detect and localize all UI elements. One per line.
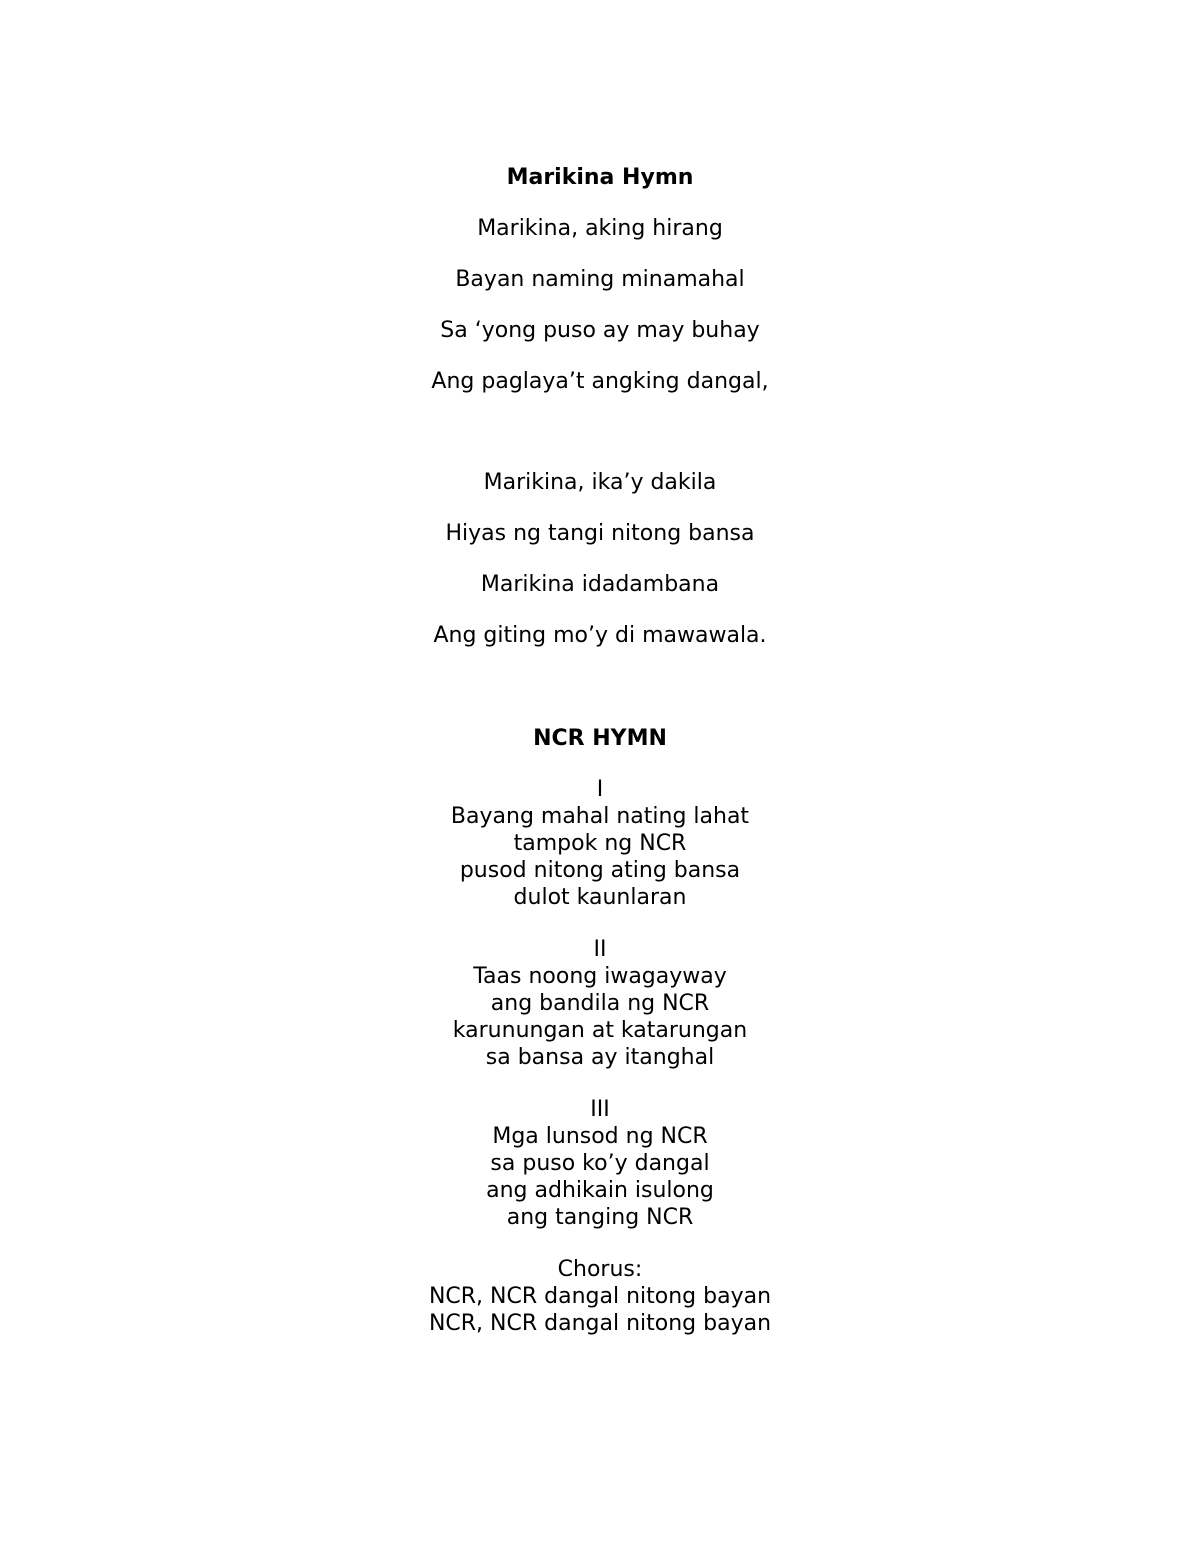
ncr-chorus: [0, 1256, 1200, 1337]
marikina-hymn-title: Marikina Hymn: [506, 165, 694, 190]
verse-numeral: III: [590, 1097, 610, 1122]
verse-line: tampok ng NCR: [513, 831, 687, 856]
verse-line: ang adhikain isulong: [486, 1178, 714, 1203]
marikina-line: Marikina idadambana: [480, 572, 720, 597]
verse-line: karunungan at katarungan: [452, 1018, 748, 1043]
marikina-line: Ang paglaya’t angking dangal,: [431, 369, 769, 394]
marikina-line: Sa ‘yong puso ay may buhay: [440, 318, 760, 343]
marikina-line: Hiyas ng tangi nitong bansa: [445, 521, 755, 546]
verse-line: Bayang mahal nating lahat: [450, 804, 750, 829]
chorus-line: NCR, NCR dangal nitong bayan: [428, 1284, 772, 1309]
verse-line: ang bandila ng NCR: [490, 991, 710, 1016]
ncr-verse-3: [0, 1096, 1200, 1231]
verse-numeral: I: [596, 777, 604, 802]
chorus-line: NCR, NCR dangal nitong bayan: [428, 1311, 772, 1336]
ncr-verse-2: [0, 936, 1200, 1071]
verse-line: Taas noong iwagayway: [473, 964, 727, 989]
ncr-hymn-title: NCR HYMN: [533, 726, 667, 751]
chorus-label: Chorus:: [557, 1257, 643, 1282]
verse-line: dulot kaunlaran: [513, 885, 687, 910]
verse-line: ang tanging NCR: [506, 1205, 694, 1230]
verse-numeral: II: [593, 937, 607, 962]
verse-line: Mga lunsod ng NCR: [492, 1124, 708, 1149]
verse-line: pusod nitong ating bansa: [459, 858, 741, 883]
marikina-line: Ang giting mo’y di mawawala.: [433, 623, 767, 648]
marikina-line: Marikina, ika’y dakila: [483, 470, 717, 495]
marikina-line: Bayan naming minamahal: [455, 267, 745, 292]
verse-line: sa puso ko’y dangal: [490, 1151, 710, 1176]
verse-line: sa bansa ay itanghal: [485, 1045, 715, 1070]
marikina-line: Marikina, aking hirang: [477, 216, 723, 241]
ncr-verse-1: [0, 776, 1200, 911]
